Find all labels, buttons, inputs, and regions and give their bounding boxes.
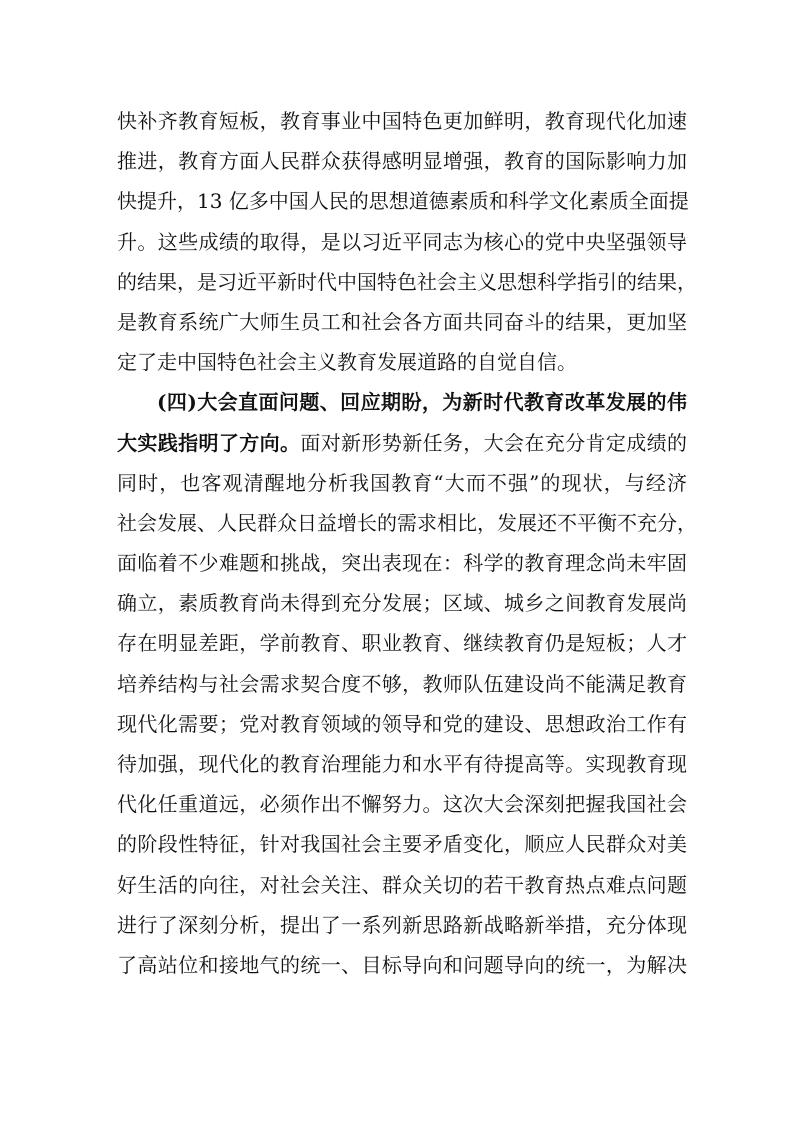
section-heading-tail: 大实践指明了方向。	[117, 430, 301, 455]
text-line: 升。这些成绩的取得，是以习近平同志为核心的党中央坚强领导	[117, 229, 687, 254]
text-line: 确立，素质教育尚未得到充分发展；区域、城乡之间教育发展尚	[117, 591, 687, 616]
text-line: 培养结构与社会需求契合度不够，教师队伍建设尚不能满足教育	[117, 671, 687, 696]
text-line: 定了走中国特色社会主义教育发展道路的自觉自信。	[117, 350, 577, 375]
text-line: 推进，教育方面人民群众获得感明显增强，教育的国际影响力加	[117, 149, 687, 174]
section-heading: (四)大会直面问题、回应期盼，为新时代教育改革发展的伟	[157, 390, 687, 415]
text-line: 现代化需要；党对教育领域的领导和党的建设、思想政治工作有	[117, 711, 687, 736]
text-line: 待加强，现代化的教育治理能力和水平有待提高等。实现教育现	[117, 752, 687, 776]
text-line: 快补齐教育短板，教育事业中国特色更加鲜明，教育现代化加速	[117, 109, 687, 133]
text-line: 代化任重道远，必须作出不懈努力。这次大会深刻把握我国社会	[117, 792, 687, 817]
text-line: 存在明显差距，学前教育、职业教育、继续教育仍是短板；人才	[117, 631, 687, 656]
text-line: 好生活的向往，对社会关注、群众关切的若干教育热点难点问题	[117, 872, 687, 897]
text-line: 的结果，是习近平新时代中国特色社会主义思想科学指引的结果，	[117, 269, 697, 294]
section-text-start: 面对新形势新任务，大会在充分肯定成绩的	[300, 430, 688, 455]
text-line: 快提升，13 亿多中国人民的思想道德素质和科学文化素质全面提	[117, 189, 689, 214]
text-line: 社会发展、人民群众日益增长的需求相比，发展还不平衡不充分，	[117, 510, 697, 535]
text-line: 的阶段性特征，针对我国社会主要矛盾变化，顺应人民群众对美	[117, 832, 687, 857]
text-line: 了高站位和接地气的统一、目标导向和问题导向的统一，为解决	[117, 952, 687, 977]
text-line: 同时，也客观清醒地分析我国教育“大而不强”的现状，与经济	[117, 470, 687, 495]
text-line: 面临着不少难题和挑战，突出表现在：科学的教育理念尚未牢固	[117, 551, 687, 576]
text-line: 进行了深刻分析，提出了一系列新思路新战略新举措，充分体现	[117, 912, 687, 937]
text-line: 是教育系统广大师生员工和社会各方面共同奋斗的结果，更加坚	[117, 309, 687, 334]
body-text	[117, 101, 697, 985]
section-heading-continued	[117, 423, 687, 463]
